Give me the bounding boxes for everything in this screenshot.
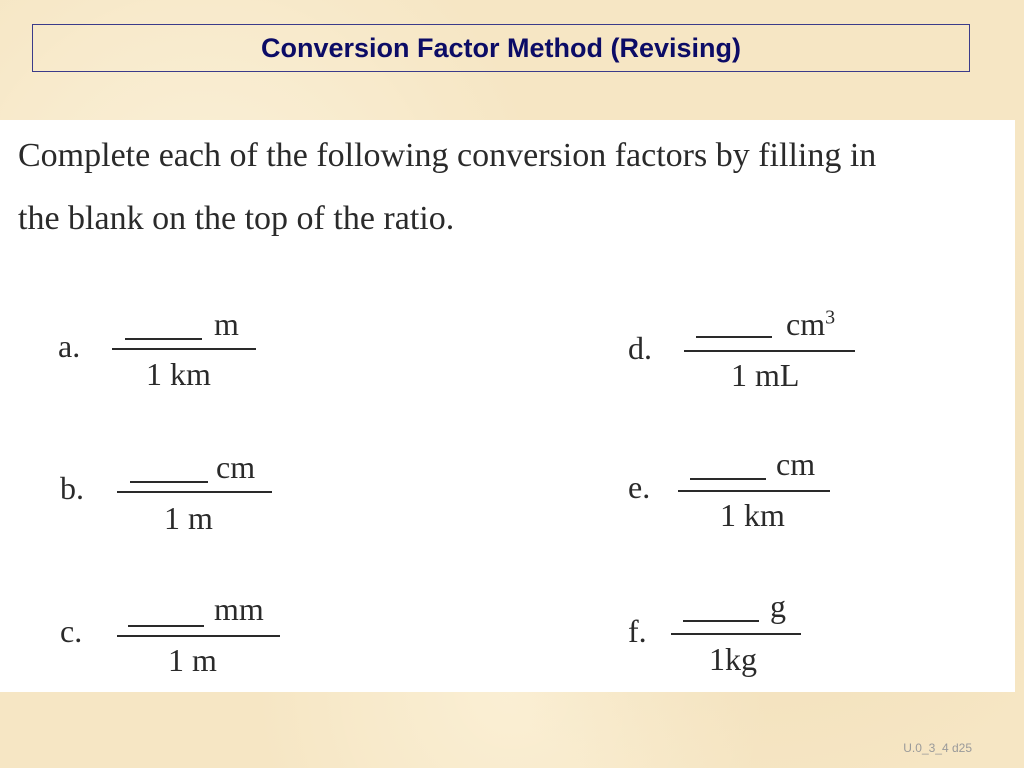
denominator: 1 km <box>146 356 211 392</box>
denominator: 1 m <box>168 642 217 678</box>
answer-blank <box>696 336 772 338</box>
item-letter: c. <box>60 613 83 649</box>
slide-title: Conversion Factor Method (Revising) <box>260 32 742 63</box>
numerator-unit: mm <box>214 591 264 627</box>
numerator-unit <box>786 306 835 343</box>
denominator: 1 mL <box>731 357 800 393</box>
fraction-bar <box>678 490 830 492</box>
denominator: 1 m <box>164 500 213 536</box>
instructions <box>18 124 1008 250</box>
numerator-unit: g <box>770 588 786 624</box>
fraction-bar <box>117 491 272 493</box>
instruction-line-1: Complete each of the following conversion factors by filling in <box>18 137 877 174</box>
item-letter: d. <box>628 330 652 366</box>
denominator: 1 km <box>720 497 785 533</box>
item-letter: a. <box>58 328 81 364</box>
numerator-unit: cm <box>776 446 816 482</box>
slide-title-box <box>32 24 970 72</box>
answer-blank <box>683 620 759 622</box>
numerator-exponent: 3 <box>825 306 836 329</box>
slide-footer: U.0_3_4 d25 <box>903 741 972 755</box>
numerator-unit: cm <box>216 449 256 485</box>
answer-blank <box>125 338 202 340</box>
fraction-bar <box>671 633 801 635</box>
instruction-line-2: the blank on the top of the ratio. <box>18 200 455 237</box>
item-letter: b. <box>60 470 84 506</box>
item-letter: f. <box>628 613 647 649</box>
fraction-bar <box>117 635 280 637</box>
answer-blank <box>690 478 766 480</box>
answer-blank <box>128 625 204 627</box>
answer-blank <box>130 481 208 483</box>
fraction-bar <box>112 348 256 350</box>
numerator-unit: m <box>214 306 239 342</box>
item-letter: e. <box>628 469 651 505</box>
fraction-bar <box>684 350 855 352</box>
numerator-unit-text: cm <box>786 306 826 342</box>
denominator: 1kg <box>709 641 757 677</box>
worksheet-image <box>0 120 1015 692</box>
